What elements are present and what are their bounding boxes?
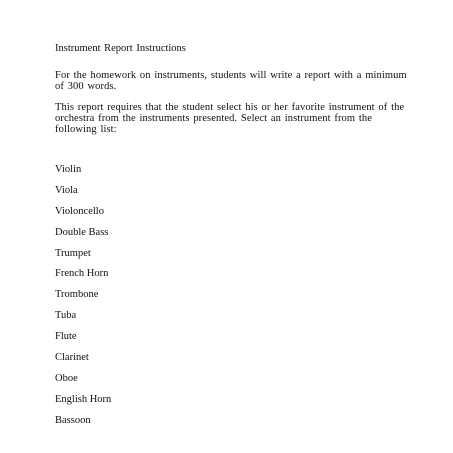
instrument-item-bassoon: Bassoon [55, 414, 91, 426]
instrument-item-oboe: Oboe [55, 372, 78, 384]
instrument-item-violin: Violin [55, 164, 82, 175]
instrument-item-tuba: Tuba [55, 310, 77, 322]
paragraph-requirements: This report requires that the student select his or her favorite instrument of the orchestra from the instruments presented. Select an instrument from the following list: [55, 102, 405, 135]
instrument-list [55, 163, 415, 435]
instrument-item-trombone: Trombone [55, 289, 99, 301]
instrument-item-trumpet: Trumpet [55, 247, 91, 259]
instrument-item-french-horn: French Horn [55, 268, 109, 280]
instrument-item-viola: Viola [55, 184, 78, 196]
instrument-item-flute: Flute [55, 331, 77, 343]
document-page [55, 42, 415, 435]
instrument-item-clarinet: Clarinet [55, 352, 89, 364]
paragraph-homework: For the homework on instruments, students will write a report with a minimum of 300 words. [55, 70, 407, 92]
instrument-item-double-bass: Double Bass [55, 226, 109, 238]
instrument-item-violoncello: Violoncello [55, 205, 104, 217]
instrument-item-english-horn: English Horn [55, 393, 112, 405]
document-title: Instrument Report Instructions [55, 43, 186, 54]
